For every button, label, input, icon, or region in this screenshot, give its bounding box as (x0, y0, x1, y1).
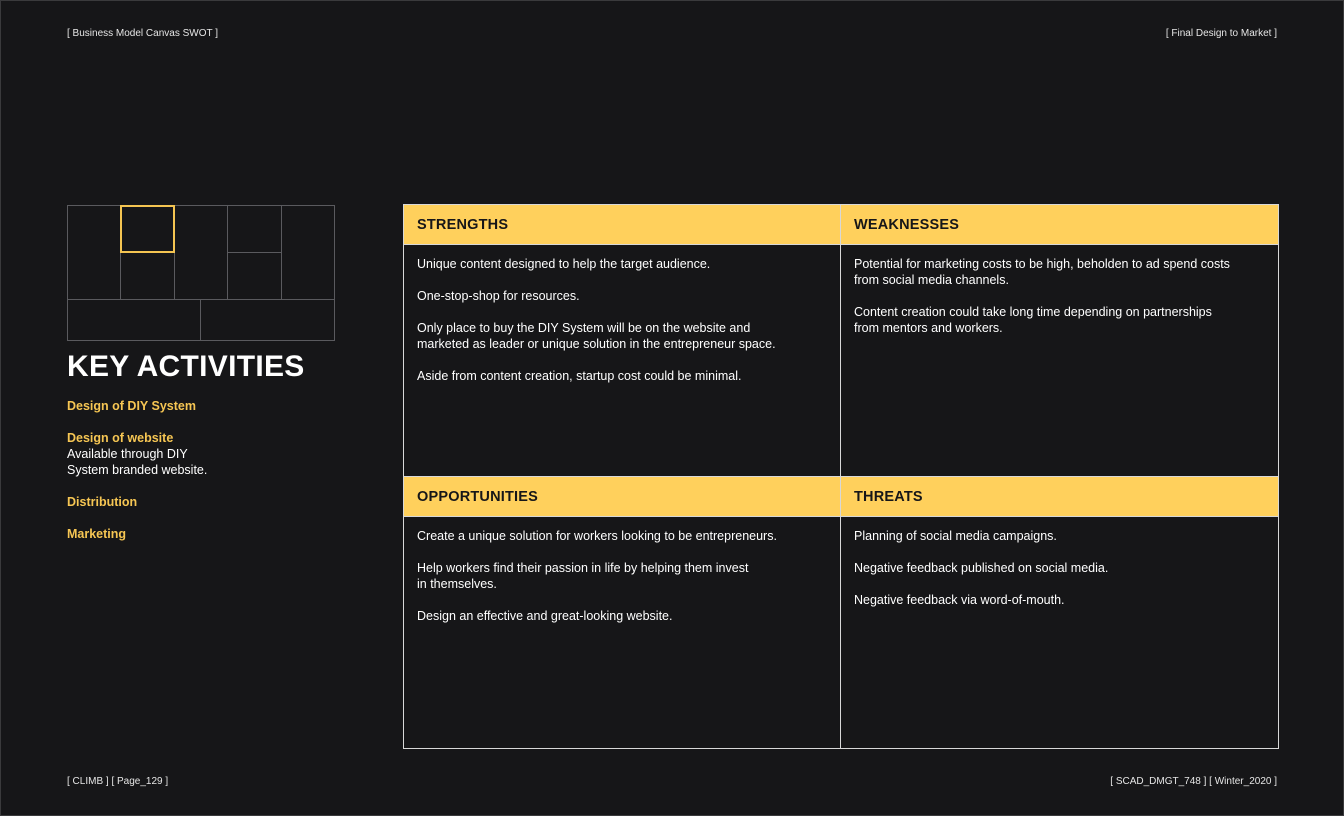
header-section-label: [ Final Design to Market ] (1165, 28, 1277, 39)
key-activity-heading: Design of website (67, 431, 174, 445)
key-activities-title: KEY ACTIVITIES (67, 350, 305, 383)
key-activity-heading: Marketing (67, 527, 127, 541)
key-activities-list (67, 398, 367, 558)
canvas-cell-customer-segments (281, 205, 335, 300)
footer-course-label: [ SCAD_DMGT_748 ] [ Winter_2020 ] (1110, 776, 1277, 787)
weaknesses-body (841, 245, 1278, 336)
strengths-heading: STRENGTHS (404, 205, 840, 245)
canvas-cell-revenue-streams (200, 299, 335, 341)
canvas-cell-key-partners (67, 205, 121, 300)
swot-opportunities (404, 477, 841, 748)
weakness-item: Potential for marketing costs to be high, beholden to ad spend costs from social media channels. (854, 257, 1230, 287)
key-activity-heading: Design of DIY System (67, 399, 196, 413)
strength-item: One-stop-shop for resources. (417, 289, 580, 303)
swot-strengths (404, 205, 841, 477)
key-activity-item (67, 494, 367, 510)
strength-item: Only place to buy the DIY System will be on the website and marketed as leader or unique solution in the entrepreneur space. (417, 321, 776, 351)
canvas-cell-key-resources (120, 252, 175, 300)
threat-item: Negative feedback via word-of-mouth. (854, 593, 1065, 607)
swot-grid (403, 204, 1279, 749)
strength-item: Unique content designed to help the target audience. (417, 257, 711, 271)
swot-threats (841, 477, 1278, 748)
canvas-cell-channels (227, 252, 282, 300)
threat-item: Negative feedback published on social media. (854, 561, 1109, 575)
opportunity-item: Help workers find their passion in life by helping them invest in themselves. (417, 561, 749, 591)
threats-heading: THREATS (841, 477, 1278, 517)
header-document-label: [ Business Model Canvas SWOT ] (67, 28, 218, 39)
weakness-item: Content creation could take long time depending on partnerships from mentors and workers. (854, 305, 1212, 335)
opportunities-heading: OPPORTUNITIES (404, 477, 840, 517)
key-activity-description: Available through DIY System branded website. (67, 447, 208, 477)
strength-item: Aside from content creation, startup cost could be minimal. (417, 369, 742, 383)
strengths-body (404, 245, 840, 384)
opportunity-item: Design an effective and great-looking website. (417, 609, 673, 623)
threats-body (841, 517, 1278, 608)
opportunities-body (404, 517, 840, 624)
key-activity-item (67, 526, 367, 542)
canvas-cell-customer-relationships (227, 205, 282, 253)
weaknesses-heading: WEAKNESSES (841, 205, 1278, 245)
threat-item: Planning of social media campaigns. (854, 529, 1057, 543)
canvas-diagram (67, 205, 335, 341)
opportunity-item: Create a unique solution for workers looking to be entrepreneurs. (417, 529, 777, 543)
canvas-cell-value-proposition (174, 205, 228, 300)
key-activity-item (67, 398, 367, 414)
canvas-cell-cost-structure (67, 299, 201, 341)
key-activity-heading: Distribution (67, 495, 138, 509)
canvas-highlight-key-activities (120, 205, 175, 253)
footer-page-label: [ CLIMB ] [ Page_129 ] (67, 776, 169, 787)
key-activity-item (67, 430, 367, 478)
swot-weaknesses (841, 205, 1278, 477)
